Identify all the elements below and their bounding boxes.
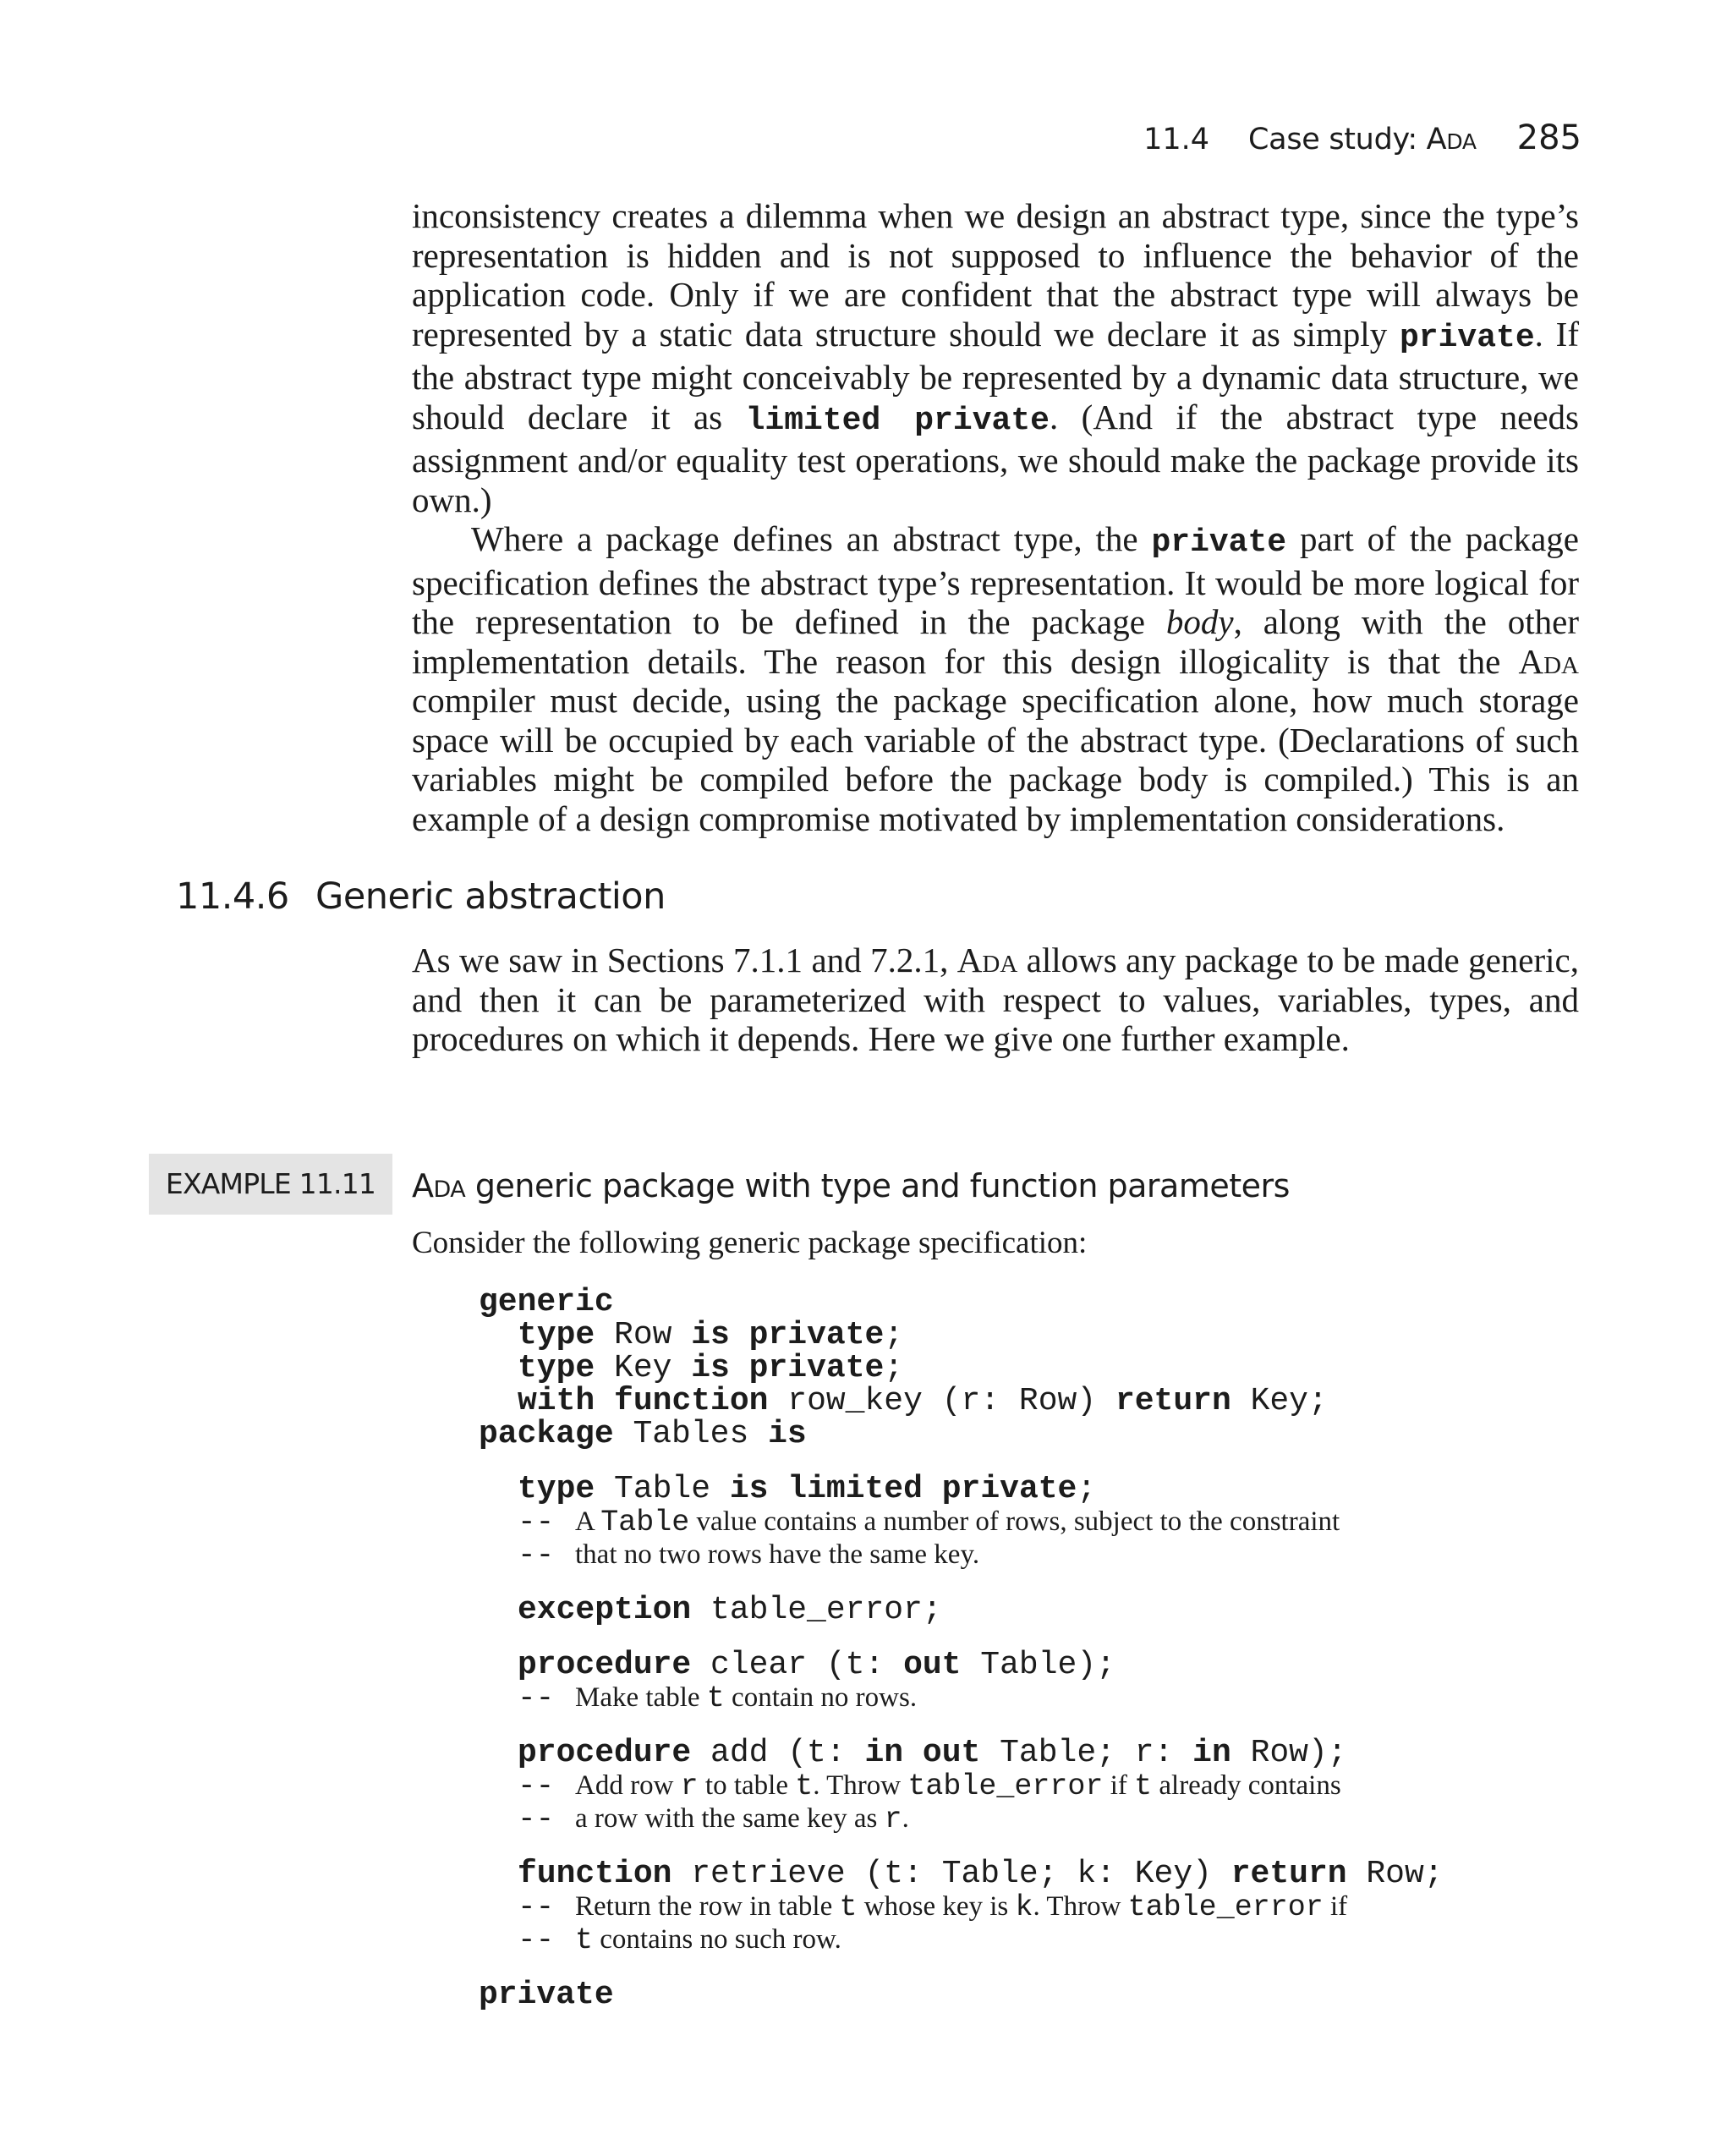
code-line: procedure add (t: in out Table; r: in Row); — [518, 1735, 1347, 1771]
code-line: exception table_error; — [518, 1592, 942, 1628]
code-line: type Key is private; — [518, 1350, 904, 1386]
section-number: 11.4.6 — [176, 875, 289, 918]
code-line: function retrieve (t: Table; k: Key) return Row; — [518, 1856, 1444, 1892]
body-text-block — [412, 941, 1579, 1059]
code-line: package Tables is — [479, 1416, 807, 1452]
example-label: EXAMPLE 11.11 — [149, 1154, 392, 1215]
page-number: 285 — [1516, 118, 1581, 157]
code-line: generic — [479, 1284, 614, 1320]
code-comment: -- that no two rows have the same key. — [518, 1538, 980, 1572]
running-head-title: Case study: Ada — [1248, 123, 1477, 156]
code-line: with function row_key (r: Row) return Key; — [518, 1383, 1328, 1419]
running-head — [1143, 118, 1581, 157]
body-text-block — [412, 196, 1579, 838]
code-comment: -- Add row r to table t. Throw table_error if t already contains — [518, 1769, 1341, 1803]
example-title: Ada generic package with type and function parameters — [412, 1167, 1290, 1204]
code-comment: -- A Table value contains a number of rows, subject to the constraint — [518, 1505, 1340, 1539]
paragraph: As we saw in Sections 7.1.1 and 7.2.1, Ada allows any package to be made generic, and then it can be parameterized with respect to values, variables, types, and procedures on which it depends. Here we give one further example. — [412, 941, 1579, 1058]
running-head-section: 11.4 — [1143, 123, 1210, 156]
code-comment: -- a row with the same key as r. — [518, 1802, 909, 1836]
code-line: procedure clear (t: out Table); — [518, 1647, 1115, 1683]
code-comment: -- t contains no such row. — [518, 1923, 841, 1957]
example-intro: Consider the following generic package specification: — [412, 1226, 1088, 1260]
paragraph: inconsistency creates a dilemma when we design an abstract type, since the type’s representation is hidden and is not supposed to influence the behavior of the application code. Only if we are confident that the abstract type will always be represented by a static data structure should we declare it as simply private. If the abstract type might conceivably be represented by a dynamic data structure, we should declare it as limited private. (And if the abstract type needs assignment and/or equality test operations, we should make the package provide its own.) — [412, 196, 1579, 519]
code-comment: -- Return the row in table t whose key is k. Throw table_error if — [518, 1890, 1348, 1924]
section-heading — [176, 875, 666, 918]
paragraph: Where a package defines an abstract type, the private part of the package specification defines the abstract type’s representation. It would be more logical for the representation to be defined in the package body, along with the other implementation details. The reason for this design illogicality is that the Ada compiler must decide, using the package specification alone, how much storage space will be occupied by each variable of the abstract type. (Declarations of such variables might be compiled before the package body is compiled.) This is an example of a design compromise motivated by implementation considerations. — [412, 519, 1579, 838]
code-line: type Table is limited private; — [518, 1471, 1097, 1507]
section-title: Generic abstraction — [315, 875, 666, 918]
code-line: private — [479, 1977, 614, 2013]
code-listing — [479, 1286, 1444, 2011]
code-line: type Row is private; — [518, 1317, 904, 1353]
code-comment: -- Make table t contain no rows. — [518, 1681, 918, 1715]
